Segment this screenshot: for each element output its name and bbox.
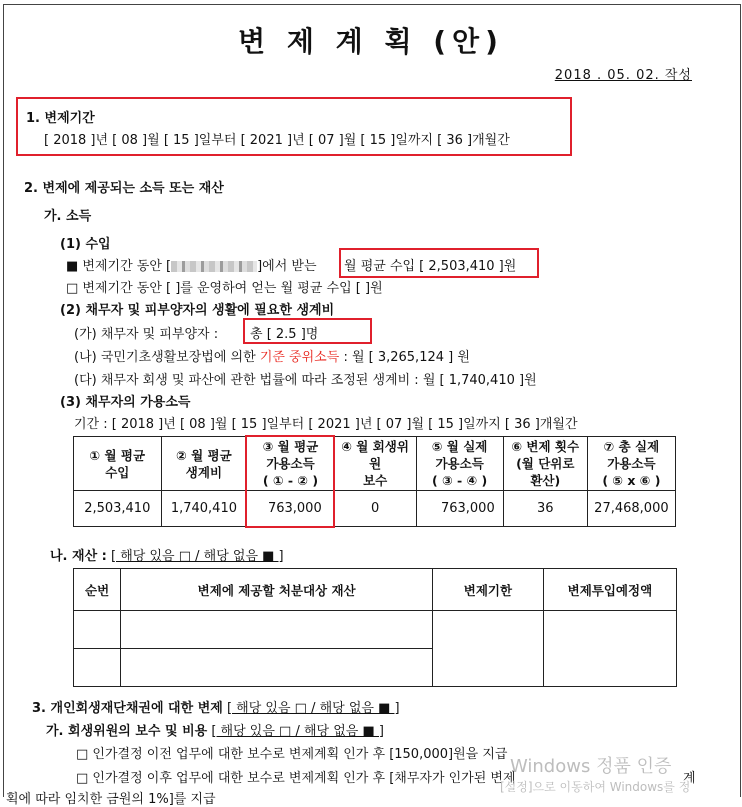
available-income-period: 기간 : [ 2018 ]년 [ 08 ]월 [ 15 ]일부터 [ 2021 ]년 [ 07 ]월 [ 15 ]일까지 [ 36 ]개월간	[74, 417, 578, 432]
available-income-heading: (3) 채무자의 가용소득	[60, 395, 191, 410]
median-income-prefix: (나) 국민기초생활보장법에 의한	[74, 350, 256, 365]
fee-item-after-approval: □ 인가결정 이후 업무에 대한 보수로 변제계획 인가 후 [채무자가 인가된 변제	[76, 771, 516, 786]
section-3-applicability: [ 해당 있음 □ / 해당 없음 ■ ]	[226, 701, 400, 716]
property-label-prefix: 나. 재산 :	[50, 549, 107, 564]
col-header-7: ⑦ 총 실제 가용소득 ( ⑤ x ⑥ )	[587, 437, 675, 491]
property-row-1-asset	[121, 611, 433, 649]
income-line-2: □ 변제기간 동안 [ ]를 운영하여 얻는 월 평균 수입 [ ]원	[66, 281, 383, 296]
property-table	[73, 568, 677, 687]
property-col-deadline: 변제기한	[433, 569, 544, 611]
value-total-available: 27,468,000	[587, 491, 675, 527]
document-date: 2018 . 05. 02. 작성	[554, 68, 692, 83]
income-line-1	[66, 255, 317, 274]
col-header-2: ② 월 평균 생계비	[161, 437, 247, 491]
property-applicability: [ 해당 있음 □ / 해당 없음 ■ ]	[111, 549, 284, 564]
activation-watermark-subtitle: [설정]으로 이동하여 Windows를 정	[500, 780, 691, 794]
section-3-title: 3. 개인회생재단채권에 대한 변제	[32, 701, 223, 716]
col-header-4: ④ 월 회생위원 보수	[334, 437, 416, 491]
document-title: 변 제 계 획 (안)	[238, 25, 504, 58]
commissioner-fee-applicability: [ 해당 있음 □ / 해당 없음 ■ ]	[211, 724, 384, 739]
property-col-number: 순번	[74, 569, 121, 611]
col-header-5: ⑤ 월 실제 가용소득 ( ③ - ④ )	[416, 437, 503, 491]
income-line-1-middle: ]에서 받는	[257, 259, 317, 274]
commissioner-fee-title: 가. 회생위원의 보수 및 비용	[46, 724, 208, 739]
property-row-2-asset	[121, 649, 433, 687]
commissioner-fee-heading	[46, 720, 384, 739]
activation-watermark-title: Windows 정품 인증	[510, 756, 672, 777]
property-col-amount: 변제투입예정액	[543, 569, 676, 611]
median-income-value: : 월 [ 3,265,124 ] 원	[343, 350, 470, 365]
section-1-heading: 1. 변제기간	[26, 111, 95, 126]
property-row-1-number	[74, 611, 121, 649]
redacted-employer	[171, 261, 257, 272]
section-2-heading: 2. 변제에 제공되는 소득 또는 재산	[24, 181, 224, 196]
living-cost-heading: (2) 채무자 및 피부양자의 생활에 필요한 생계비	[60, 303, 335, 318]
col-header-3: ③ 월 평균 가용소득 ( ① - ② )	[247, 437, 334, 491]
income-line-1-prefix: ■ 변제기간 동안 [	[66, 259, 172, 274]
property-label	[50, 545, 284, 564]
median-income-term: 기준 중위소득	[259, 350, 340, 365]
income-revenue-heading: (1) 수입	[60, 237, 111, 252]
property-row-2-number	[74, 649, 121, 687]
fee-item-before-approval: □ 인가결정 이전 업무에 대한 보수로 변제계획 인가 후 [150,000]원을 지급	[76, 747, 508, 762]
dependents-value: 총 [ 2.5 ]명	[250, 327, 319, 342]
section-3-heading	[32, 697, 400, 716]
value-commissioner-fee: 0	[334, 491, 416, 527]
monthly-income-value: 월 평균 수입 [ 2,503,410 ]원	[344, 259, 517, 274]
fee-item-continuation: 획에 따라 임치한 금원의 1%]를 지급	[6, 792, 216, 807]
dependents-label: (가) 채무자 및 피부양자 :	[74, 327, 219, 342]
value-available-income: 763,000	[247, 491, 334, 527]
property-merged-amount	[543, 611, 676, 687]
median-income-line	[74, 346, 470, 365]
section-1-period: [ 2018 ]년 [ 08 ]월 [ 15 ]일부터 [ 2021 ]년 [ 07 ]월 [ 15 ]일까지 [ 36 ]개월간	[44, 133, 510, 148]
property-col-asset: 변제에 제공할 처분대상 재산	[121, 569, 433, 611]
property-merged-deadline	[433, 611, 544, 687]
adjusted-living-cost-line: (다) 채무자 회생 및 파산에 관한 법률에 따라 조정된 생계비 : 월 [ 1,740,410 ]원	[74, 373, 537, 388]
value-living-cost: 1,740,410	[161, 491, 247, 527]
fee-item-after-approval-tail: 계	[683, 771, 696, 786]
available-income-table	[73, 436, 676, 527]
value-monthly-income: 2,503,410	[74, 491, 162, 527]
value-actual-available: 763,000	[416, 491, 503, 527]
highlight-box-available-column	[245, 435, 335, 528]
col-header-6: ⑥ 변제 횟수 (월 단위로 환산)	[503, 437, 587, 491]
value-repayment-count: 36	[503, 491, 587, 527]
income-subheading: 가. 소득	[44, 209, 92, 224]
col-header-1: ① 월 평균 수입	[74, 437, 162, 491]
